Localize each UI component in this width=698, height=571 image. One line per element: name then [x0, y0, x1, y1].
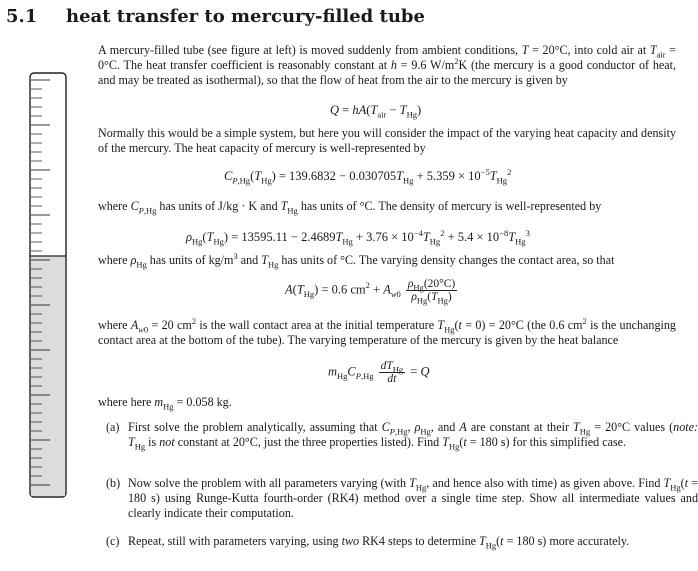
equation-density: $\rho_{Hg}(T_{Hg}) = 13595.11 - 2.4689T_{Hg} + 3.76 \times 10^{-4}T_{Hg}^2 + 5.4 \times 10^{-8}T_{Hg}^3$	[186, 227, 530, 247]
equation-heat-capacity: $C_{P,Hg}(T_{Hg}) = 139.6832 - 0.030705T_{Hg} + 5.359 \times 10^{-5}T_{Hg}^2$	[224, 166, 512, 186]
section-heading	[6, 6, 425, 27]
question-label: (c)	[106, 534, 120, 548]
equation-heat-balance: $m_{Hg}C_{P,Hg}$ $\frac{dT_{Hg}}{dt}$ = Q	[328, 360, 430, 385]
mercury-fill	[31, 256, 65, 496]
paragraph-heat-balance-intro: where $A_{w0} = 20$ $cm^2$ is the wall contact area at the initial temperature $T_{Hg}(t = 0) = 20^\circ C$ (the 0.6 $cm^2$ is the unchanging contact area at the bottom of the tube). The varying temperature of the mercury is given by the heat balance	[98, 315, 676, 347]
question-a: (a) First solve the problem analytically, assuming that $C_{P,Hg}$, $\rho_{Hg}$, and A are constant at their $T_{Hg} = 20^\circ C$ values (note: $T_{Hg}$ is not constant at 20°C, just the three properties listed). Find $T_{Hg}(t = 180$ s) for this simplified case.	[106, 420, 698, 452]
paragraph-contact-area-intro: where $\rho_{Hg}$ has units of $kg/m^3$ and $T_{Hg}$ has units of °C. The varying density changes the contact area, so that	[98, 250, 615, 270]
paragraph-density-intro: where $C_{P,Hg}$ has units of J/kg · K and $T_{Hg}$ has units of °C. The density of mercury is well-represented by	[98, 199, 602, 216]
question-c: (c) Repeat, still with parameters varying, using two RK4 steps to determine $T_{Hg}(t = 180$ s) more accurately.	[106, 534, 630, 551]
question-b: (b) Now solve the problem with all parameters varying (with $T_{Hg}$, and hence also with time) as given above. Find $T_{Hg}(t = 180$ s) using Runge-Kutta fourth-order (RK4) method over a single time step. Show all intermediate values and clearly indicate their computation.	[106, 476, 698, 520]
question-label: (b)	[106, 476, 121, 490]
section-title: heat transfer to mercury-filled tube	[66, 6, 425, 27]
paragraph-mass: where here $m_{Hg} = 0.058$ kg.	[98, 395, 232, 412]
section-number: 5.1	[6, 6, 38, 27]
paragraph-intro: A mercury-filled tube (see figure at left) is moved suddenly from ambient conditions, T = 20°C, into cold air at $T_{air} = 0^\circ C$. The heat transfer coefficient is reasonably constant at h = 9.6 $W/m^2K$ (the mercury is a good conductor of heat, and may be treated as isothermal), so that the flow of heat from the air to the mercury is given by	[98, 43, 676, 87]
equation-contact-area: $A(T_{Hg}) = 0.6$ $cm^2 + A_{w0}$ $\frac{\rho_{Hg}(20^\circ C)}{\rho_{Hg}(T_{Hg})}$	[285, 278, 456, 306]
paragraph-heat-capacity-intro: Normally this would be a simple system, but here you will consider the impact of the varying heat capacity and density of the mercury. The heat capacity of mercury is well-represented by	[98, 126, 676, 155]
equation-heat-flow: $Q = hA(T_{air} - T_{Hg})$	[330, 103, 422, 120]
question-label: (a)	[106, 420, 120, 434]
